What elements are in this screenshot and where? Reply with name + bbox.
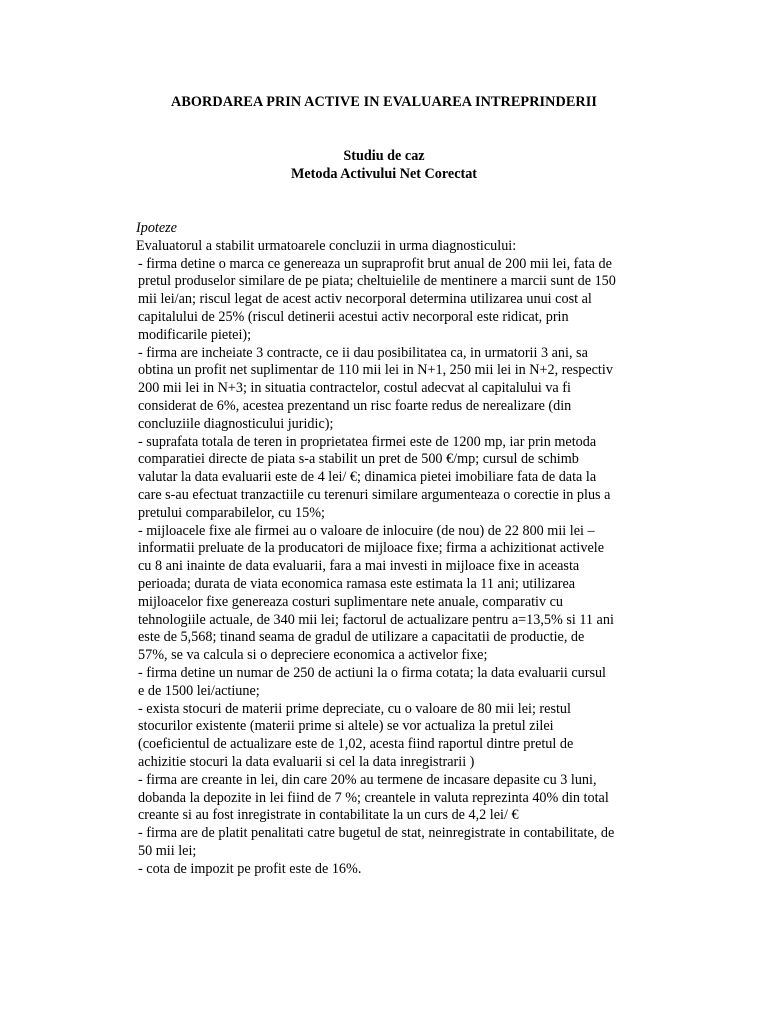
hypothesis-line: comparatiei directe de piata s-a stabilit un pret de 500 €/mp; cursul de schimb	[138, 451, 579, 468]
hypothesis-line: cu 8 ani inainte de data evaluarii, fara a mai investi in mijloace fixe in aceasta	[138, 558, 580, 575]
document-subtitle-method: Metoda Activului Net Corectat	[290, 166, 478, 182]
hypothesis-line: considerat de 6%, acestea prezentand un risc foarte redus de nerealizare (din	[138, 397, 572, 414]
hypothesis-line: 57%, se va calcula si o depreciere economica a activelor fixe;	[138, 647, 488, 664]
hypothesis-line: - mijloacele fixe ale firmei au o valoare de inlocuire (de nou) de 22 800 mii lei –	[138, 522, 595, 539]
hypothesis-line: tehnologiile actuale, de 340 mii lei; factorul de actualizare pentru a=13,5% si 11 ani	[138, 611, 614, 628]
hypothesis-line: - firma detine un numar de 250 de actiuni la o firma cotata; la data evaluarii cursul	[138, 664, 607, 681]
hypothesis-item	[136, 701, 668, 772]
hypothesis-line: pretul produselor similare de pe piata; cheltuielile de mentinere a marcii sunt de 150	[138, 273, 616, 290]
hypothesis-line: - suprafata totala de teren in proprietatea firmei este de 1200 mp, iar prin metoda	[138, 433, 597, 450]
hypothesis-line: dobanda la depozite in lei fiind de 7 %; creantele in valuta reprezinta 40% din total	[138, 789, 609, 806]
hypothesis-line: (coeficientul de actualizare este de 1,02, acesta fiind raportul dintre pretul de	[138, 736, 574, 753]
hypothesis-item	[136, 772, 668, 825]
hypothesis-line: 50 mii lei;	[138, 842, 197, 859]
hypothesis-line: - exista stocuri de materii prime depreciate, cu o valoare de 80 mii lei; restul	[138, 700, 571, 717]
hypothesis-line: - firma detine o marca ce genereaza un supraprofit brut anual de 200 mii lei, fata de	[138, 255, 612, 272]
document-title: ABORDAREA PRIN ACTIVE IN EVALUAREA INTREPRINDERII	[171, 94, 597, 110]
hypothesis-line: care s-au efectuat tranzactiile cu terenuri similare argumenteaza o corectie in plus a	[138, 486, 611, 503]
hypothesis-line: - cota de impozit pe profit este de 16%.	[138, 860, 362, 877]
hypotheses-list	[136, 256, 668, 879]
hypothesis-item	[136, 523, 668, 665]
document-subtitle-case-study: Studiu de caz	[343, 148, 425, 164]
hypotheses-heading: Ipoteze	[136, 220, 177, 236]
hypothesis-line: - firma are de platit penalitati catre bugetul de stat, neinregistrate in contabilitate, de	[138, 825, 615, 842]
hypothesis-item	[136, 825, 668, 861]
hypothesis-item	[136, 434, 668, 523]
hypothesis-line: capitalului de 25% (riscul detinerii acestui activ necorporal este ridicat, prin	[138, 308, 569, 325]
hypothesis-line: informatii preluate de la producatori de mijloace fixe; firma a achizitionat activele	[138, 540, 605, 557]
hypothesis-line: creante si au fost inregistrate in contabilitate la un curs de 4,2 lei/ €	[138, 807, 519, 824]
hypothesis-line: achizitie stocuri la data evaluarii si cel la data inregistrarii )	[138, 753, 475, 770]
hypothesis-line: mii lei/an; riscul legat de acest activ necorporal determina utilizarea unui cost al	[138, 291, 592, 308]
hypothesis-line: 200 mii lei in N+3; in situatia contractelor, costul adecvat al capitalului va fi	[138, 380, 571, 397]
hypothesis-line: obtina un profit net suplimentar de 110 mii lei in N+1, 250 mii lei in N+2, respectiv	[138, 362, 613, 379]
hypothesis-item	[136, 861, 668, 879]
hypothesis-line: perioada; durata de viata economica ramasa este estimata la 11 ani; utilizarea	[138, 575, 576, 592]
hypotheses-intro: Evaluatorul a stabilit urmatoarele concluzii in urma diagnosticului:	[136, 237, 517, 254]
hypothesis-line: mijloacelor fixe genereaza costuri suplimentare nete anuale, comparativ cu	[138, 593, 564, 610]
hypothesis-line: este de 5,568; tinand seama de gradul de utilizare a capacitatii de productie, de	[138, 629, 585, 646]
hypothesis-line: concluziile diagnosticului juridic);	[138, 415, 334, 432]
hypothesis-line: e de 1500 lei/actiune;	[138, 682, 260, 699]
hypothesis-line: - firma are creante in lei, din care 20% au termene de incasare depasite cu 3 luni,	[138, 771, 597, 788]
hypothesis-item	[136, 256, 668, 345]
hypothesis-line: modificarile pietei);	[138, 326, 252, 343]
document-body	[136, 220, 668, 878]
hypothesis-item	[136, 665, 668, 701]
hypothesis-line: valutar la data evaluarii este de 4 lei/ €; dinamica pietei imobiliare fata de data la	[138, 469, 597, 486]
hypothesis-item	[136, 345, 668, 434]
hypothesis-line: - firma are incheiate 3 contracte, ce ii dau posibilitatea ca, in urmatorii 3 ani, sa	[138, 344, 588, 361]
hypothesis-line: stocurilor existente (materii prime si altele) se vor actualiza la pretul zilei	[138, 718, 554, 735]
hypothesis-line: pretului comparabilelor, cu 15%;	[138, 504, 325, 521]
